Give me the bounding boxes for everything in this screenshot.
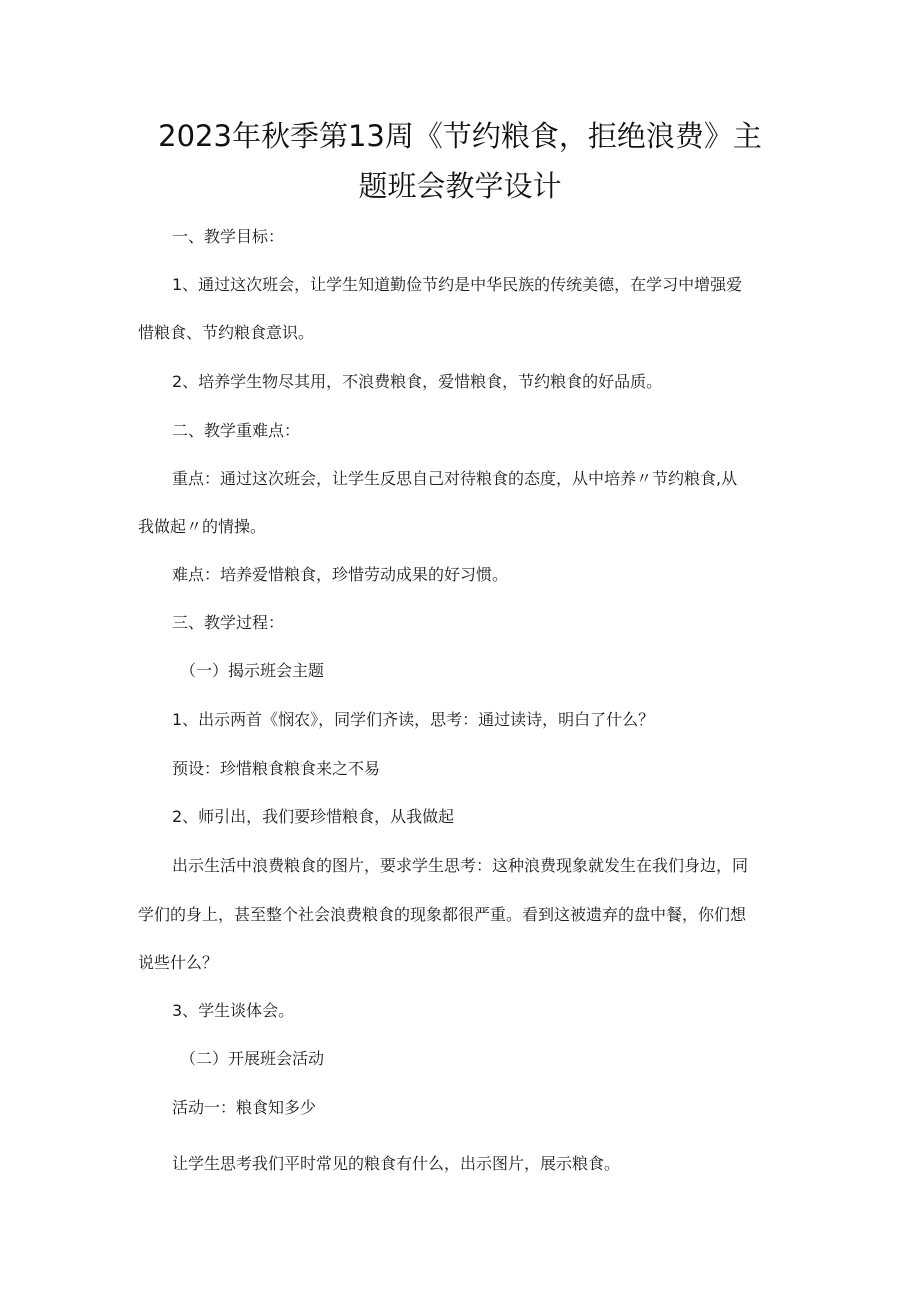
paragraph-line: 难点：培养爱惜粮食，珍惜劳动成果的好习惯。 <box>172 565 509 584</box>
section-heading-key-points: 二、教学重难点： <box>172 421 301 440</box>
paragraph-line: 惜粮食、节约粮食意识。 <box>138 323 315 342</box>
document-title-line-2: 题班会教学设计 <box>358 169 562 203</box>
section-heading-objectives: 一、教学目标： <box>172 227 285 246</box>
paragraph-line: 2、师引出，我们要珍惜粮食，从我做起 <box>172 807 455 826</box>
paragraph-line: 让学生思考我们平时常见的粮食有什么，出示图片，展示粮食。 <box>172 1154 621 1173</box>
subsection-heading: （一）揭示班会主题 <box>180 661 325 680</box>
paragraph-line: 2、培养学生物尽其用，不浪费粮食，爱惜粮食，节约粮食的好品质。 <box>172 372 663 391</box>
paragraph-line: 3、学生谈体会。 <box>172 1001 295 1020</box>
paragraph-line: 我做起〃的情操。 <box>138 517 267 536</box>
document-title-line-1: 2023年秋季第13周《节约粮食，拒绝浪费》主 <box>158 119 762 153</box>
paragraph-line: 学们的身上，甚至整个社会浪费粮食的现象都很严重。看到这被遗弃的盘中餐，你们想 <box>138 905 747 924</box>
paragraph-line: 重点：通过这次班会，让学生反思自己对待粮食的态度，从中培养〃节约粮食,从 <box>172 469 738 488</box>
paragraph-line: 预设：珍惜粮食粮食来之不易 <box>172 759 381 778</box>
paragraph-line: 1、通过这次班会，让学生知道勤俭节约是中华民族的传统美德，在学习中增强爱 <box>172 275 743 294</box>
paragraph-line: 1、出示两首《悯农》，同学们齐读，思考：通过读诗，明白了什么？ <box>172 710 655 729</box>
paragraph-line: 活动一：粮食知多少 <box>172 1098 317 1117</box>
paragraph-line: 说些什么？ <box>138 953 219 972</box>
section-heading-process: 三、教学过程： <box>172 613 285 632</box>
paragraph-line: 出示生活中浪费粮食的图片，要求学生思考：这种浪费现象就发生在我们身边，同 <box>172 856 749 875</box>
subsection-heading: （二）开展班会活动 <box>180 1049 325 1068</box>
